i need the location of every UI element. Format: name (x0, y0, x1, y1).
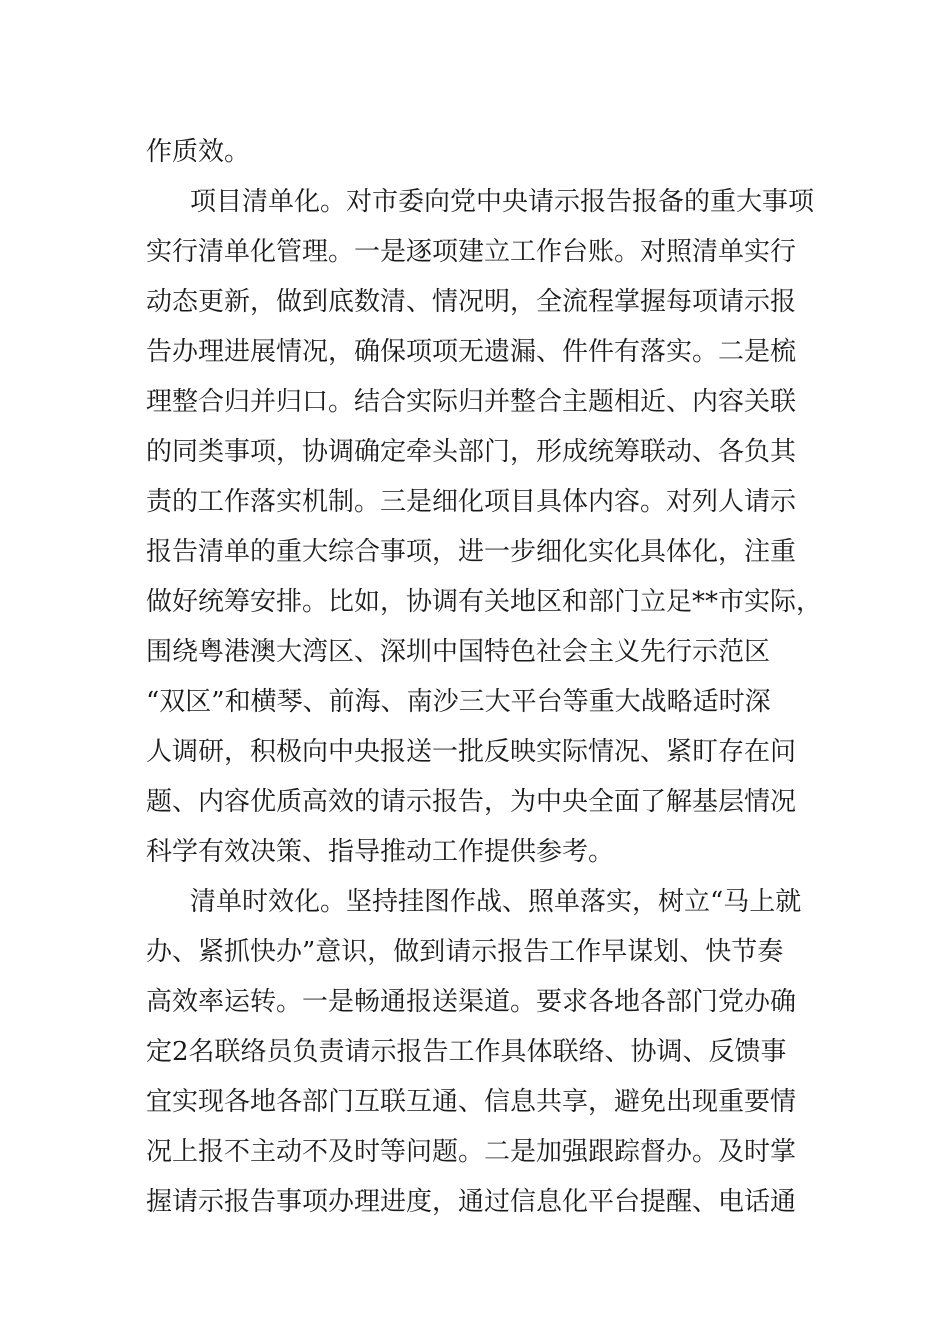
text-line: 责的工作落实机制。三是细化项目具体内容。对列人请示 (146, 487, 797, 517)
text-line: 围绕粤港澳大湾区、深圳中国特色社会主义先行示范区 (146, 637, 771, 667)
text-line: 题、内容优质高效的请示报告，为中央全面了解基层情况 (146, 787, 797, 817)
text-line: 实行清单化管理。一是逐项建立工作台账。对照清单实行 (146, 237, 797, 267)
text-line: 理整合归并归口。结合实际归并整合主题相近、内容关联 (146, 387, 797, 417)
text-line: 宜实现各地各部门互联互通、信息共享，避免出现重要情 (146, 1087, 797, 1117)
text-line: 动态更新，做到底数清、情况明，全流程掌握每项请示报 (146, 287, 797, 317)
text-line: 报告清单的重大综合事项，进一步细化实化具体化，注重 (146, 537, 797, 567)
text-line: 握请示报告事项办理进度，通过信息化平台提醒、电话通 (146, 1187, 797, 1217)
paragraph-start-line: 项目清单化。对市委向党中央请示报告报备的重大事项 (190, 187, 815, 217)
text-line: 况上报不主动不及时等问题。二是加强跟踪督办。及时掌 (146, 1137, 797, 1167)
text-line: 作质效。 (146, 137, 251, 167)
text-line: 科学有效决策、指导推动工作提供参考。 (146, 837, 615, 867)
paragraph-start-line: 清单时效化。坚持挂图作战、照单落实，树立“马上就 (190, 887, 802, 917)
text-line: “双区”和横琴、前海、南沙三大平台等重大战略适时深 (146, 687, 771, 717)
text-line: 定2名联络员负责请示报告工作具体联络、协调、反馈事 (146, 1037, 787, 1067)
text-line: 人调研，积极向中央报送一批反映实际情况、紧盯存在问 (146, 737, 797, 767)
text-line: 告办理进展情况，确保项项无遗漏、件件有落实。二是梳 (146, 337, 797, 367)
text-line: 办、紧抓快办”意识，做到请示报告工作早谋划、快节奏 (146, 937, 784, 967)
text-line: 高效率运转。一是畅通报送渠道。要求各地各部门党办确 (146, 987, 797, 1017)
text-line: 做好统筹安排。比如，协调有关地区和部门立足**市实际， (146, 587, 823, 617)
text-line: 的同类事项，协调确定牵头部门，形成统筹联动、各负其 (146, 437, 797, 467)
